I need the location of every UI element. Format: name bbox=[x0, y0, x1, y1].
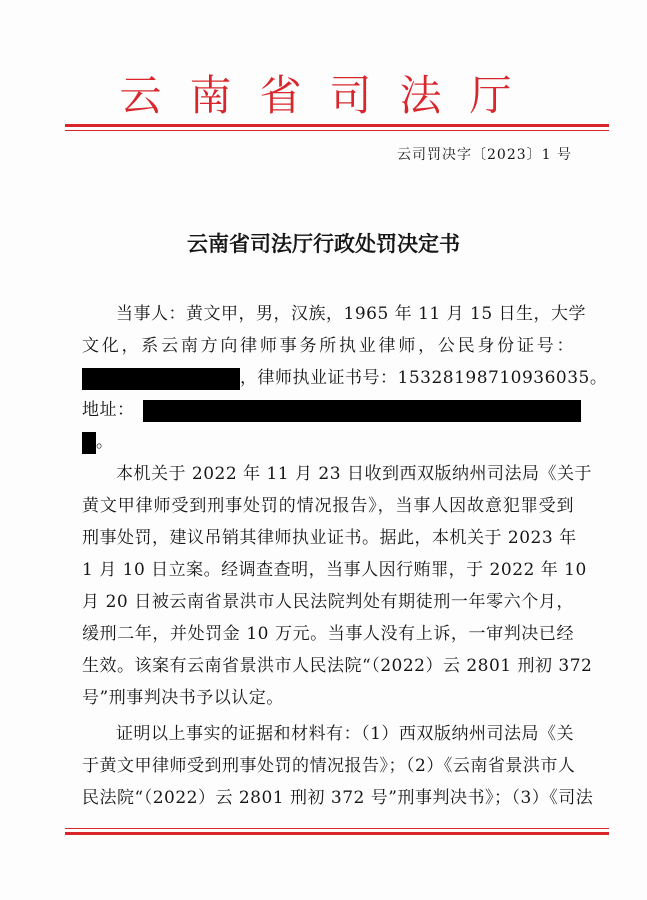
header-rule-thick bbox=[65, 124, 609, 127]
text-line: 生效。该案有云南省景洪市人民法院“（2022）云 2801 刑初 372 bbox=[82, 656, 593, 676]
paragraph-facts bbox=[82, 458, 593, 714]
text-line: 黄文甲律师受到刑事处罚的情况报告》，当事人因故意犯罪受到 bbox=[82, 496, 574, 516]
text-line: 本机关于 2022 年 11 月 23 日收到西双版纳州司法局《关于 bbox=[116, 464, 592, 484]
text-line: 文化，系云南方向律师事务所执业律师，公民身份证号： bbox=[82, 336, 574, 356]
document-header-title: 云南省司法厅 bbox=[119, 71, 540, 120]
text-line bbox=[82, 426, 574, 458]
footer-rule-thin bbox=[65, 828, 609, 829]
text-line: 民法院“（2022）云 2801 刑初 372 号”刑事判决书》；（3）《司法 bbox=[82, 788, 594, 808]
header-rule-thin bbox=[65, 130, 609, 131]
redaction-address bbox=[143, 400, 581, 422]
footer-rule-thick bbox=[65, 832, 609, 835]
address-label: 地址： bbox=[82, 400, 135, 420]
text-line bbox=[82, 394, 574, 426]
paragraph-evidence bbox=[82, 718, 594, 814]
text-line: 当事人：黄文甲，男，汉族，1965 年 11 月 15 日生，大学 bbox=[116, 304, 587, 324]
text-line: 缓刑二年，并处罚金 10 万元。当事人没有上诉，一审判决已经 bbox=[82, 624, 574, 644]
text-line: 证明以上事实的证据和材料有：（1）西双版纳州司法局《关 bbox=[116, 724, 574, 744]
address-end: 。 bbox=[96, 432, 114, 452]
text-line bbox=[82, 362, 608, 394]
redaction-address-cont bbox=[82, 432, 96, 454]
text-line: 号”刑事判决书予以认定。 bbox=[82, 688, 284, 708]
document-title: 云南省司法厅行政处罚决定书 bbox=[187, 231, 460, 256]
redaction-id-number bbox=[82, 368, 240, 390]
text-line: 于黄文甲律师受到刑事处罚的情况报告》；（2）《云南省景洪市人 bbox=[82, 756, 576, 776]
license-number-text: ，律师执业证书号：15328198710936035。 bbox=[240, 368, 608, 388]
paragraph-party bbox=[82, 298, 608, 458]
text-line: 月 20 日被云南省景洪市人民法院判处有期徒刑一年零六个月， bbox=[82, 592, 574, 612]
document-number: 云司罚决字〔2023〕1 号 bbox=[397, 147, 572, 163]
text-line: 1 月 10 日立案。经调查查明，当事人因行贿罪，于 2022 年 10 bbox=[82, 560, 587, 580]
text-line: 刑事处罚，建议吊销其律师执业证书。据此，本机关于 2023 年 bbox=[82, 528, 577, 548]
